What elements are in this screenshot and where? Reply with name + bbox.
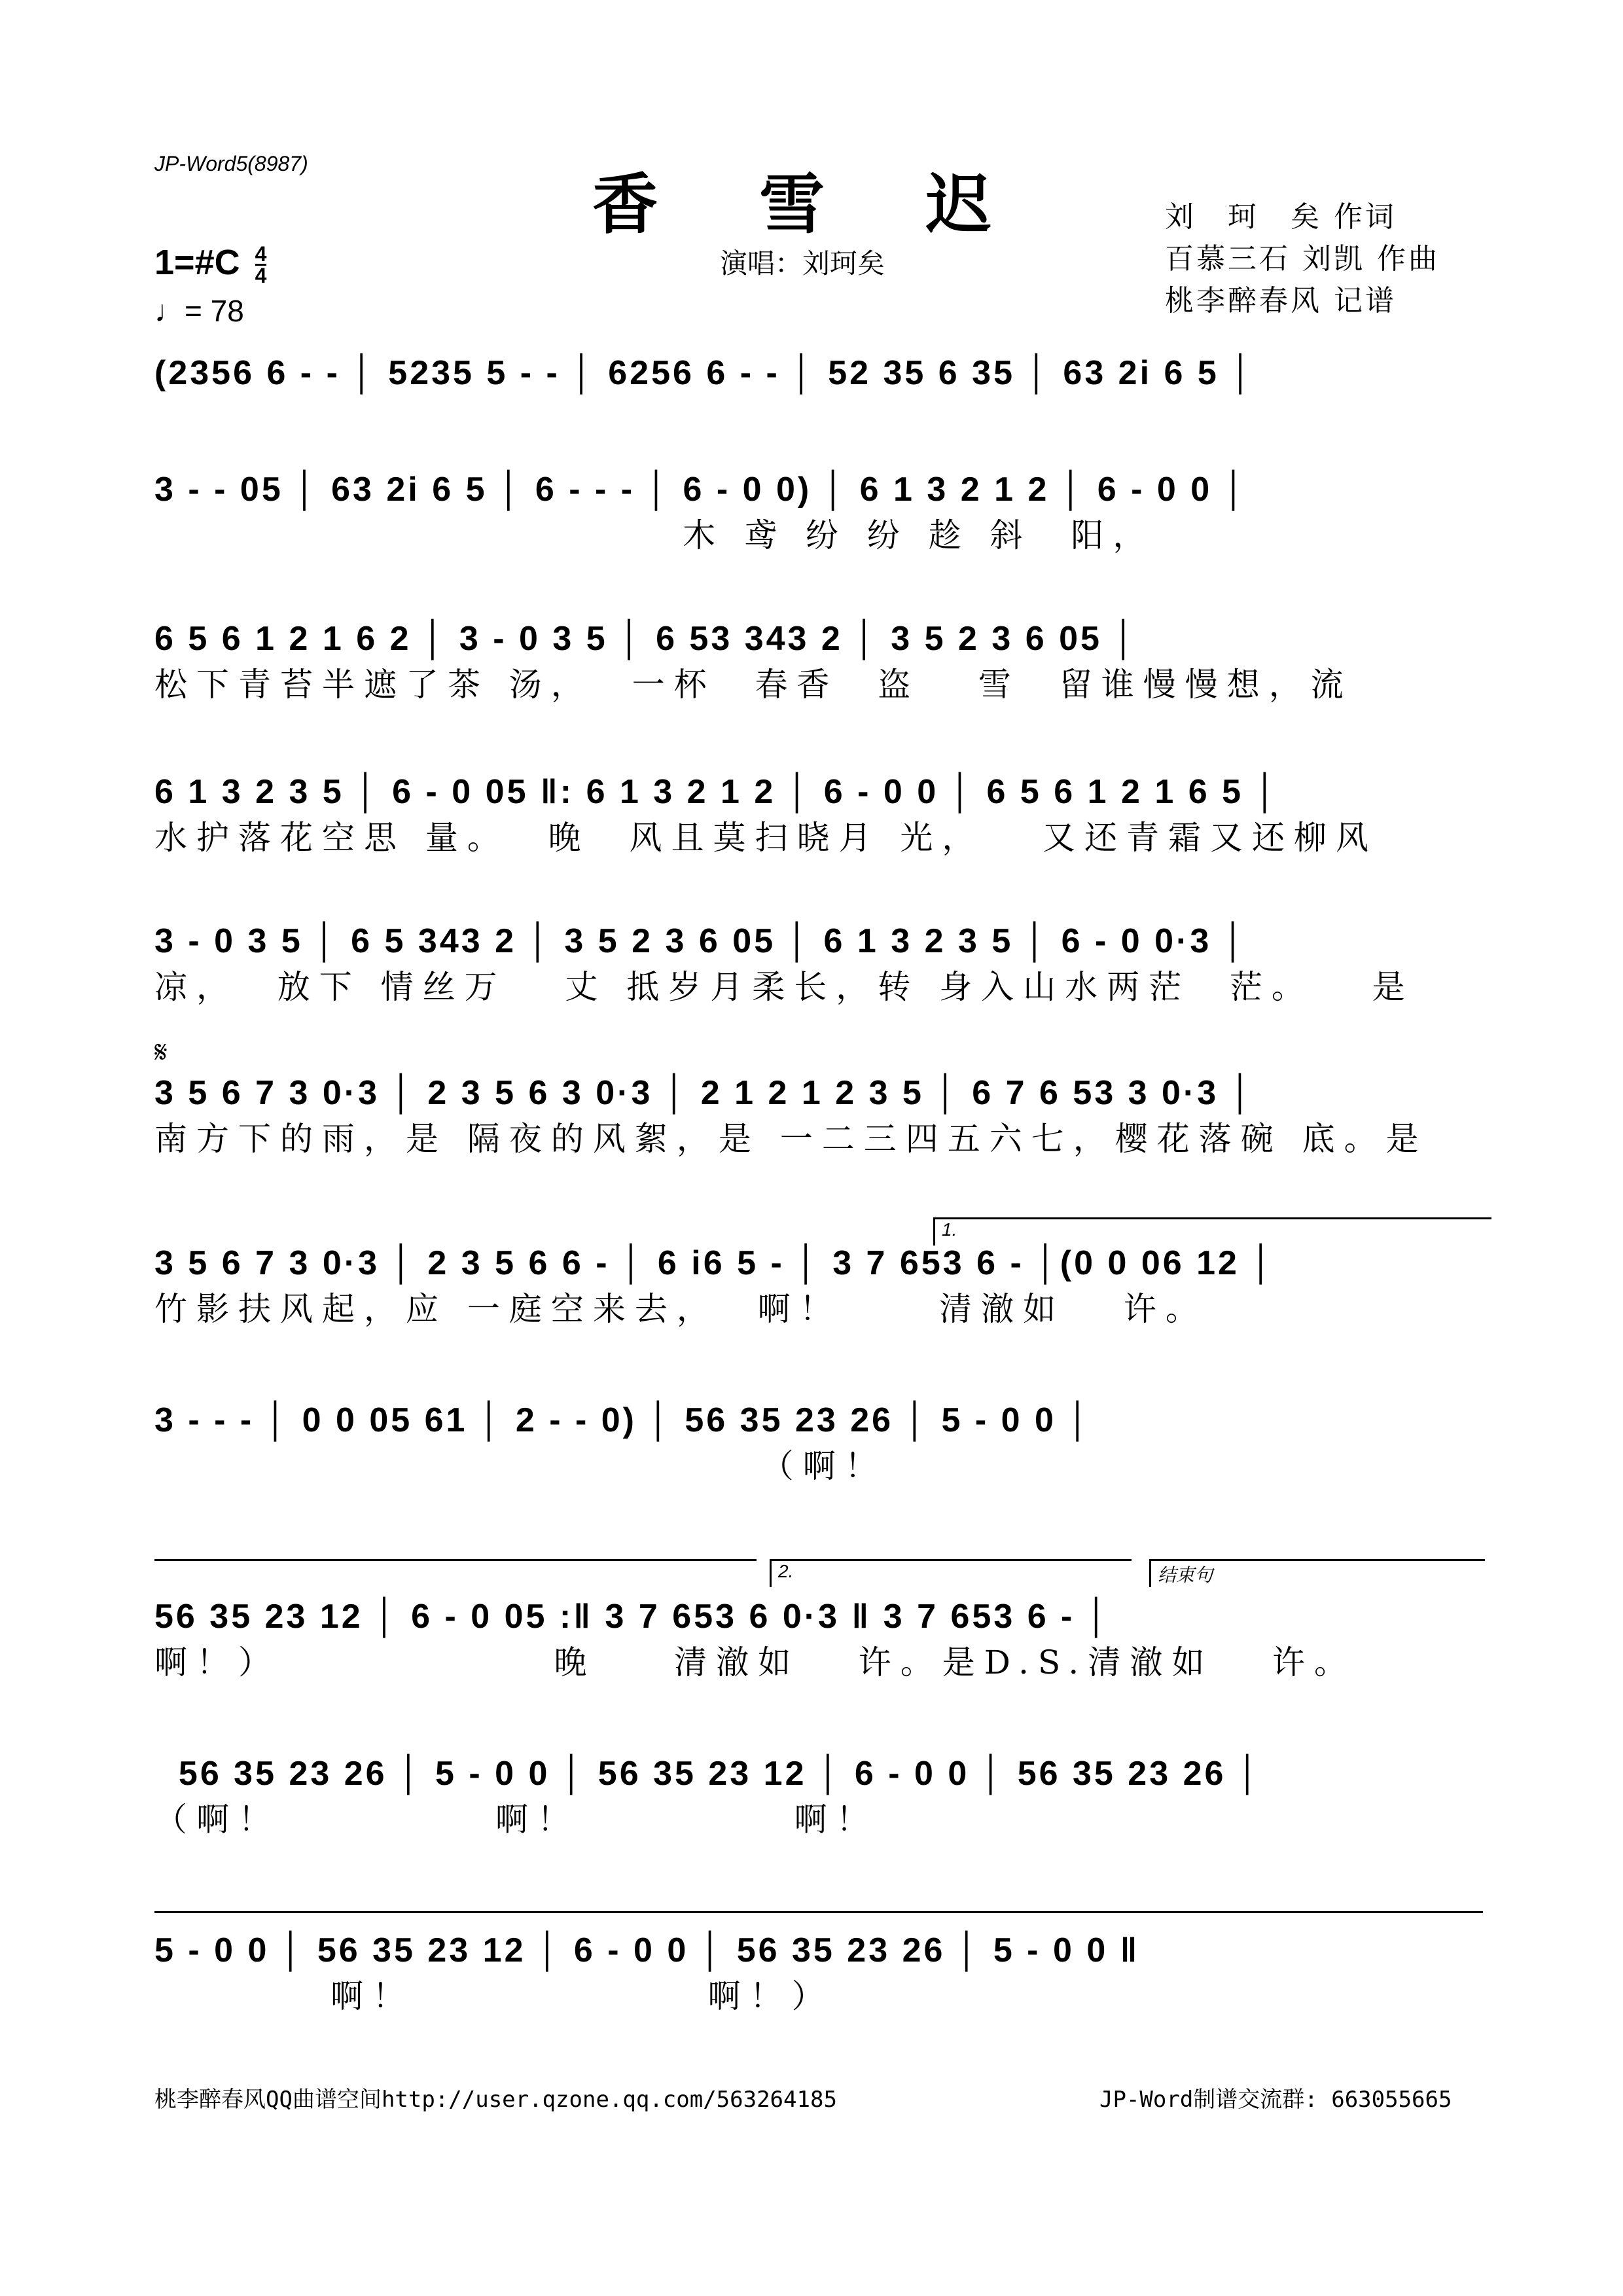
lyrics-line: 水护落花空思 量。 晚 风且莫扫晓月 光， 又还青霜又还柳风 bbox=[154, 819, 1378, 857]
notes-line: (2356 6 - - │ 5235 5 - - │ 6256 6 - - │ 52 35 6 35 │ 63 2i 6 5 │ bbox=[154, 354, 1255, 392]
system-11 bbox=[154, 1931, 1140, 2017]
system-4 bbox=[154, 772, 1378, 859]
lyrics-line: 竹影扶风起，应 一庭空来去， 啊！ 清澈如 许。 bbox=[154, 1290, 1207, 1328]
segno-sign: 𝄋 bbox=[154, 1034, 168, 1069]
time-bottom: 4 bbox=[255, 264, 267, 288]
key-label: 1=#C bbox=[154, 243, 240, 282]
notes-line: 6 5 6 1 2 1 6 2 │ 3 - 0 3 5 │ 6 53 343 2 │ 3 5 2 3 6 05 │ bbox=[154, 620, 1138, 658]
transcriber-credit: 桃李醉春风 记谱 bbox=[1165, 284, 1397, 317]
credits-block bbox=[1165, 196, 1440, 322]
key-signature bbox=[154, 242, 267, 288]
system-7 bbox=[154, 1244, 1275, 1330]
lyrics-line: 松下青苔半遮了茶 汤， 一杯 春香 盗 雪 留谁慢慢想，流 bbox=[154, 666, 1353, 704]
continuation-line bbox=[154, 1559, 757, 1561]
notes-line: 3 - - - │ 0 0 05 61 │ 2 - - 0) │ 56 35 23 26 │ 5 - 0 0 │ bbox=[154, 1401, 1092, 1439]
composer-credit: 百慕三石 刘凯 作曲 bbox=[1165, 242, 1440, 276]
song-title: 香 雪 迟 bbox=[592, 166, 1031, 243]
system-6 bbox=[154, 1073, 1428, 1160]
system-10 bbox=[154, 1754, 1262, 1840]
notes-line: 56 35 23 12 │ 6 - 0 05 :‖ 3 7 653 6 0·3 ‖ 3 7 653 6 - │ bbox=[154, 1598, 1111, 1636]
time-top: 4 bbox=[255, 242, 267, 266]
notes-line: 6 1 3 2 3 5 │ 6 - 0 05 ‖: 6 1 3 2 1 2 │ 6 - 0 0 │ 6 5 6 1 2 1 6 5 │ bbox=[154, 773, 1279, 811]
volta-2: 2. bbox=[770, 1559, 1132, 1587]
singer-credit: 演唱：刘珂矣 bbox=[720, 247, 885, 279]
footer-left: 桃李醉春风QQ曲谱空间http://user.qzone.qq.com/563264185 bbox=[154, 2087, 837, 2113]
system-3 bbox=[154, 619, 1353, 706]
notes-line: 56 35 23 26 │ 5 - 0 0 │ 56 35 23 12 │ 6 - 0 0 │ 56 35 23 26 │ bbox=[154, 1755, 1262, 1793]
lyrics-line: 南方下的雨，是 隔夜的风絮，是 一二三四五六七，樱花落碗 底。是 bbox=[154, 1120, 1428, 1158]
system-2 bbox=[154, 470, 1248, 556]
notes-line: 3 5 6 7 3 0·3 │ 2 3 5 6 6 - │ 6 i6 5 - │ 3 7 653 6 - │(0 0 06 12 │ bbox=[154, 1244, 1275, 1282]
system-9 bbox=[154, 1597, 1356, 1683]
lyrics-line: 凉， 放下 情丝万 丈 抵岁月柔长，转 身入山水两茫 茫。 是 bbox=[154, 968, 1414, 1006]
continuation-line bbox=[154, 1911, 1483, 1913]
lyrics-line: 啊！ 啊！） bbox=[154, 1977, 834, 2015]
notes-line: 3 - - 05 │ 63 2i 6 5 │ 6 - - - │ 6 - 0 0) │ 6 1 3 2 1 2 │ 6 - 0 0 │ bbox=[154, 471, 1249, 509]
notes-line: 3 5 6 7 3 0·3 │ 2 3 5 6 3 0·3 │ 2 1 2 1 2 3 5 │ 6 7 6 53 3 0·3 │ bbox=[154, 1074, 1255, 1112]
footer-right: JP-Word制谱交流群: 663055665 bbox=[1099, 2087, 1452, 2113]
system-5 bbox=[154, 922, 1414, 1008]
lyrics-line: 木 鸢 纷 纷 趁 斜 阳， bbox=[154, 516, 1155, 554]
volta-1: 1. bbox=[933, 1217, 1491, 1246]
system-8 bbox=[154, 1401, 1092, 1487]
notes-line: 5 - 0 0 │ 56 35 23 12 │ 6 - 0 0 │ 56 35 23 26 │ 5 - 0 0 ‖ bbox=[154, 1931, 1140, 1969]
lyrics-line: 啊！） 晚 清澈如 许。是D.S.清澈如 许。 bbox=[154, 1643, 1357, 1681]
lyrics-line: （啊！ 啊！ 啊！ bbox=[154, 1801, 878, 1839]
system-1 bbox=[154, 353, 1255, 393]
coda-bracket: 结束句 bbox=[1149, 1559, 1485, 1587]
lyricist-credit: 刘 珂 矣 作词 bbox=[1165, 200, 1397, 234]
lyrics-line: （啊！ bbox=[154, 1447, 887, 1485]
tempo-mark: ♩= 78 bbox=[154, 294, 244, 328]
notes-line: 3 - 0 3 5 │ 6 5 343 2 │ 3 5 2 3 6 05 │ 6 1 3 2 3 5 │ 6 - 0 0·3 │ bbox=[154, 922, 1248, 960]
time-signature bbox=[255, 242, 267, 288]
source-label: JP-Word5(8987) bbox=[154, 152, 308, 175]
